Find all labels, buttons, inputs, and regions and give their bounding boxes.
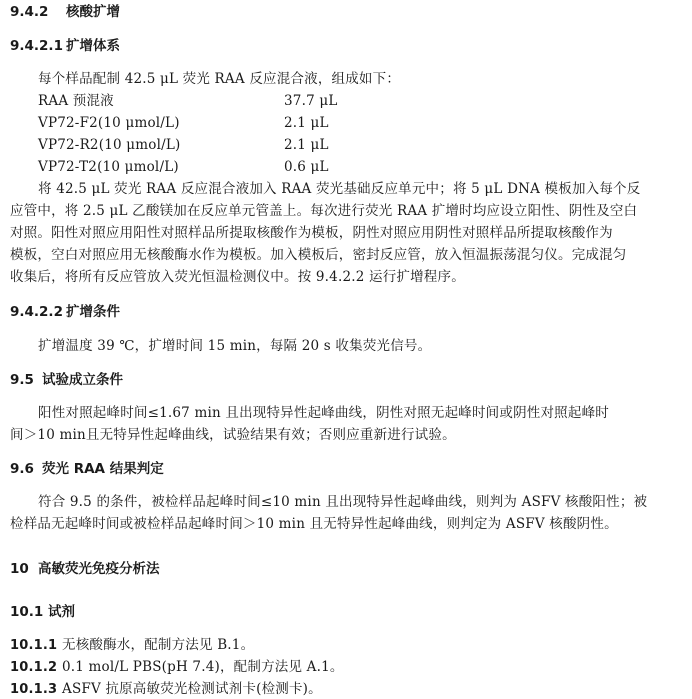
item-number: 10.1.1 — [10, 638, 58, 653]
heading-9-4-2-2 — [10, 303, 120, 321]
item-text: ASFV 抗原高敏荧光检测试剂卡(检测卡)。 — [62, 681, 322, 697]
paragraph-line: 间＞10 min且无特异性起峰曲线，试验结果有效；否则应重新进行试验。 — [10, 427, 456, 443]
list-item — [10, 680, 322, 699]
heading-9-4-2 — [10, 3, 120, 21]
item-text: 0.1 mol/L PBS(pH 7.4)，配制方法见 A.1。 — [62, 659, 344, 675]
section-number: 9.4.2.2 — [10, 304, 63, 320]
section-number: 9.4.2.1 — [10, 38, 63, 54]
section-title: 荧光 RAA 结果判定 — [42, 461, 164, 477]
item-text: 无核酸酶水，配制方法见 B.1。 — [62, 637, 255, 653]
section-title: 试验成立条件 — [42, 372, 123, 388]
mix-name: VP72-F2(10 μmol/L) — [38, 115, 180, 131]
section-number: 9.4.2 — [10, 4, 49, 20]
mix-intro: 每个样品配制 42.5 μL 荧光 RAA 反应混合液，组成如下： — [38, 71, 401, 87]
paragraph-line: 扩增温度 39 ℃，扩增时间 15 min，每隔 20 s 收集荧光信号。 — [38, 338, 432, 354]
heading-10 — [10, 560, 160, 578]
mix-value: 0.6 μL — [284, 159, 329, 175]
section-number: 9.6 — [10, 461, 34, 477]
paragraph-line: 将 42.5 μL 荧光 RAA 反应混合液加入 RAA 荧光基础反应单元中；将 5 μL DNA 模板加入每个反 — [38, 181, 641, 197]
section-title: 高敏荧光免疫分析法 — [38, 561, 160, 577]
heading-9-5 — [10, 371, 123, 389]
section-number: 10 — [10, 561, 29, 577]
item-number: 10.1.3 — [10, 682, 58, 697]
section-title: 试剂 — [48, 604, 75, 620]
paragraph-line: 阳性对照起峰时间≤1.67 min 且出现特异性起峰曲线，阴性对照无起峰时间或阴性对照起峰时 — [38, 405, 609, 421]
paragraph-line: 收集后，将所有反应管放入荧光恒温检测仪中。按 9.4.2.2 运行扩增程序。 — [10, 269, 465, 285]
paragraph-line: 对照。阳性对照应用阳性对照样品所提取核酸作为模板，阴性对照应用阴性对照样品所提取核酸作为 — [10, 225, 613, 241]
section-number: 9.5 — [10, 372, 34, 388]
list-item — [10, 636, 254, 655]
mix-name: RAA 预混液 — [38, 93, 114, 109]
section-title: 扩增条件 — [66, 304, 120, 320]
paragraph-line: 模板，空白对照应用无核酸酶水作为模板。加入模板后，密封反应管，放入恒温振荡混匀仪。完成混匀 — [10, 247, 627, 263]
mix-value: 2.1 μL — [284, 137, 329, 153]
paragraph-line: 符合 9.5 的条件，被检样品起峰时间≤10 min 且出现特异性起峰曲线，则判为 ASFV 核酸阳性；被 — [38, 494, 648, 510]
section-title: 扩增体系 — [66, 38, 120, 54]
mix-value: 2.1 μL — [284, 115, 329, 131]
section-number: 10.1 — [10, 604, 44, 620]
mix-name: VP72-T2(10 μmol/L) — [38, 159, 179, 175]
mix-name: VP72-R2(10 μmol/L) — [38, 137, 181, 153]
heading-10-1 — [10, 603, 75, 621]
item-number: 10.1.2 — [10, 660, 58, 675]
paragraph-line: 应管中，将 2.5 μL 乙酸镁加在反应单元管盖上。每次进行荧光 RAA 扩增时均应设立阳性、阴性及空白 — [10, 203, 638, 219]
heading-9-6 — [10, 460, 164, 478]
mix-value: 37.7 μL — [284, 93, 338, 109]
heading-9-4-2-1 — [10, 37, 120, 55]
paragraph-line: 检样品无起峰时间或被检样品起峰时间＞10 min 且无特异性起峰曲线，则判定为 ASFV 核酸阴性。 — [10, 516, 618, 532]
section-title: 核酸扩增 — [66, 4, 120, 20]
list-item — [10, 658, 344, 677]
